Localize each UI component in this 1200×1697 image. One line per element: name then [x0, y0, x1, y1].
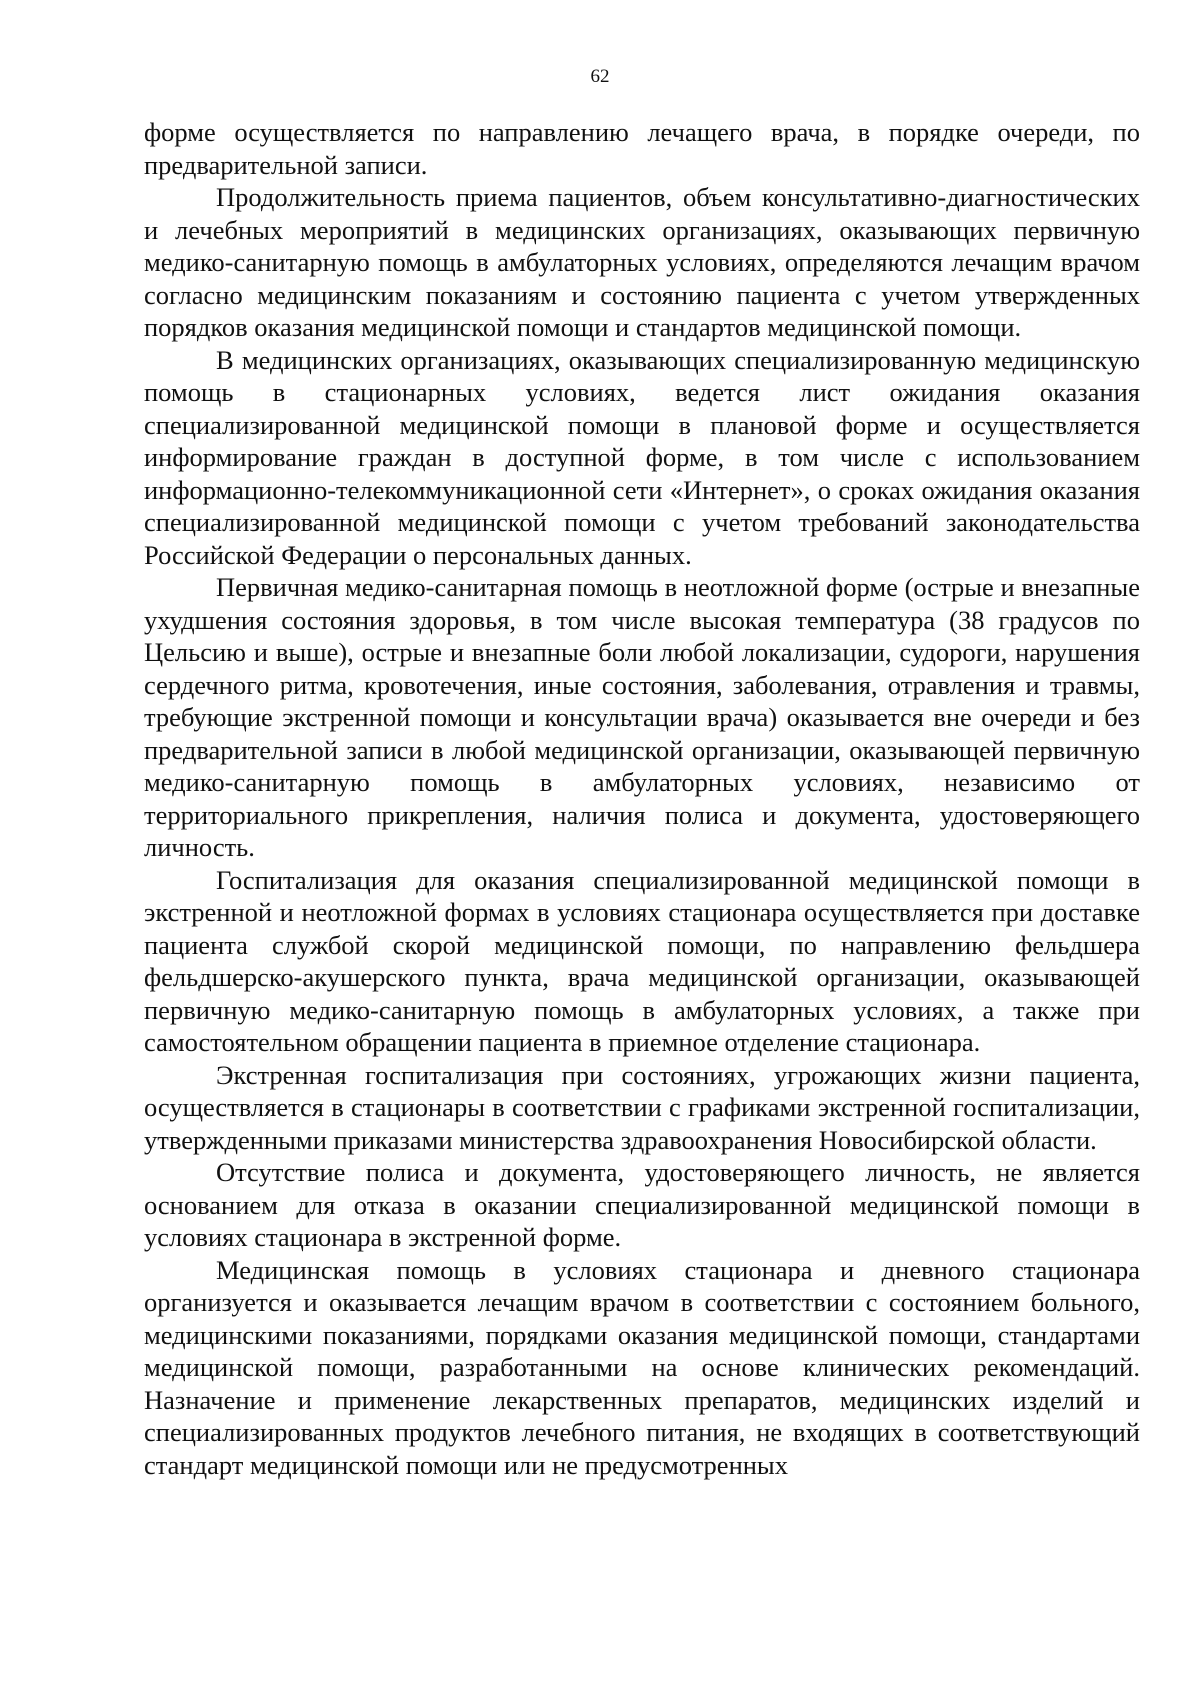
paragraph-consultation-duration: Продолжительность приема пациентов, объем консультативно-диагностических и лечебных мероприятий в медицинских организациях, оказывающих первичную медико-санитарную помощь в амбулаторных условиях, определяются лечащим врачом согласно медицинским показаниям и состоянию пациента с учетом утвержденных порядков оказания медицинской помощи и стандартов медицинской помощи.	[144, 182, 1140, 342]
paragraph-no-policy: Отсутствие полиса и документа, удостоверяющего личность, не является основанием для отказа в оказании специализированной медицинской помощи в условиях стационара в экстренной форме.	[144, 1157, 1140, 1252]
paragraph-waiting-list: В медицинских организациях, оказывающих специализированную медицинскую помощь в стационарных условиях, ведется лист ожидания оказания специализированной медицинской помощи в плановой форме и осуществляется информирование граждан в доступной форме, в том числе с использованием информационно-телекоммуникационной сети «Интернет», о сроках ожидания оказания специализированной медицинской помощи с учетом требований законодательства Российской Федерации о персональных данных.	[144, 344, 1140, 570]
document-body	[144, 116, 1140, 1481]
paragraph-hospitalization: Госпитализация для оказания специализированной медицинской помощи в экстренной и неотложной формах в условиях стационара осуществляется при доставке пациента службой скорой медицинской помощи, по направлению фельдшера фельдшерско-акушерского пункта, врача медицинской организации, оказывающей первичную медико-санитарную помощь в амбулаторных условиях, а также при самостоятельном обращении пациента в приемное отделение стационара.	[144, 864, 1140, 1057]
paragraph-inpatient-care: Медицинская помощь в условиях стационара и дневного стационара организуется и оказывается лечащим врачом в соответствии с состоянием больного, медицинскими показаниями, порядками оказания медицинской помощи, стандартами медицинской помощи, разработанными на основе клинических рекомендаций. Назначение и применение лекарственных препаратов, медицинских изделий и специализированных продуктов лечебного питания, не входящих в соответствующий стандарт медицинской помощи или не предусмотренных	[144, 1254, 1140, 1480]
paragraph-continuation: форме осуществляется по направлению лечащего врача, в порядке очереди, по предварительной записи.	[144, 117, 1140, 180]
paragraph-urgent-primary-care: Первичная медико-санитарная помощь в неотложной форме (острые и внезапные ухудшения состояния здоровья, в том числе высокая температура (38 градусов по Цельсию и выше), острые и внезапные боли любой локализации, судороги, нарушения сердечного ритма, кровотечения, иные состояния, заболевания, отравления и травмы, требующие экстренной помощи и консультации врача) оказывается вне очереди и без предварительной записи в любой медицинской организации, оказывающей первичную медико-санитарную помощь в амбулаторных условиях, независимо от территориального прикрепления, наличия полиса и документа, удостоверяющего личность.	[144, 572, 1140, 862]
page-number: 62	[590, 66, 610, 87]
paragraph-emergency-hospitalization: Экстренная госпитализация при состояниях, угрожающих жизни пациента, осуществляется в стационары в соответствии с графиками экстренной госпитализации, утвержденными приказами министерства здравоохранения Новосибирской области.	[144, 1059, 1140, 1155]
